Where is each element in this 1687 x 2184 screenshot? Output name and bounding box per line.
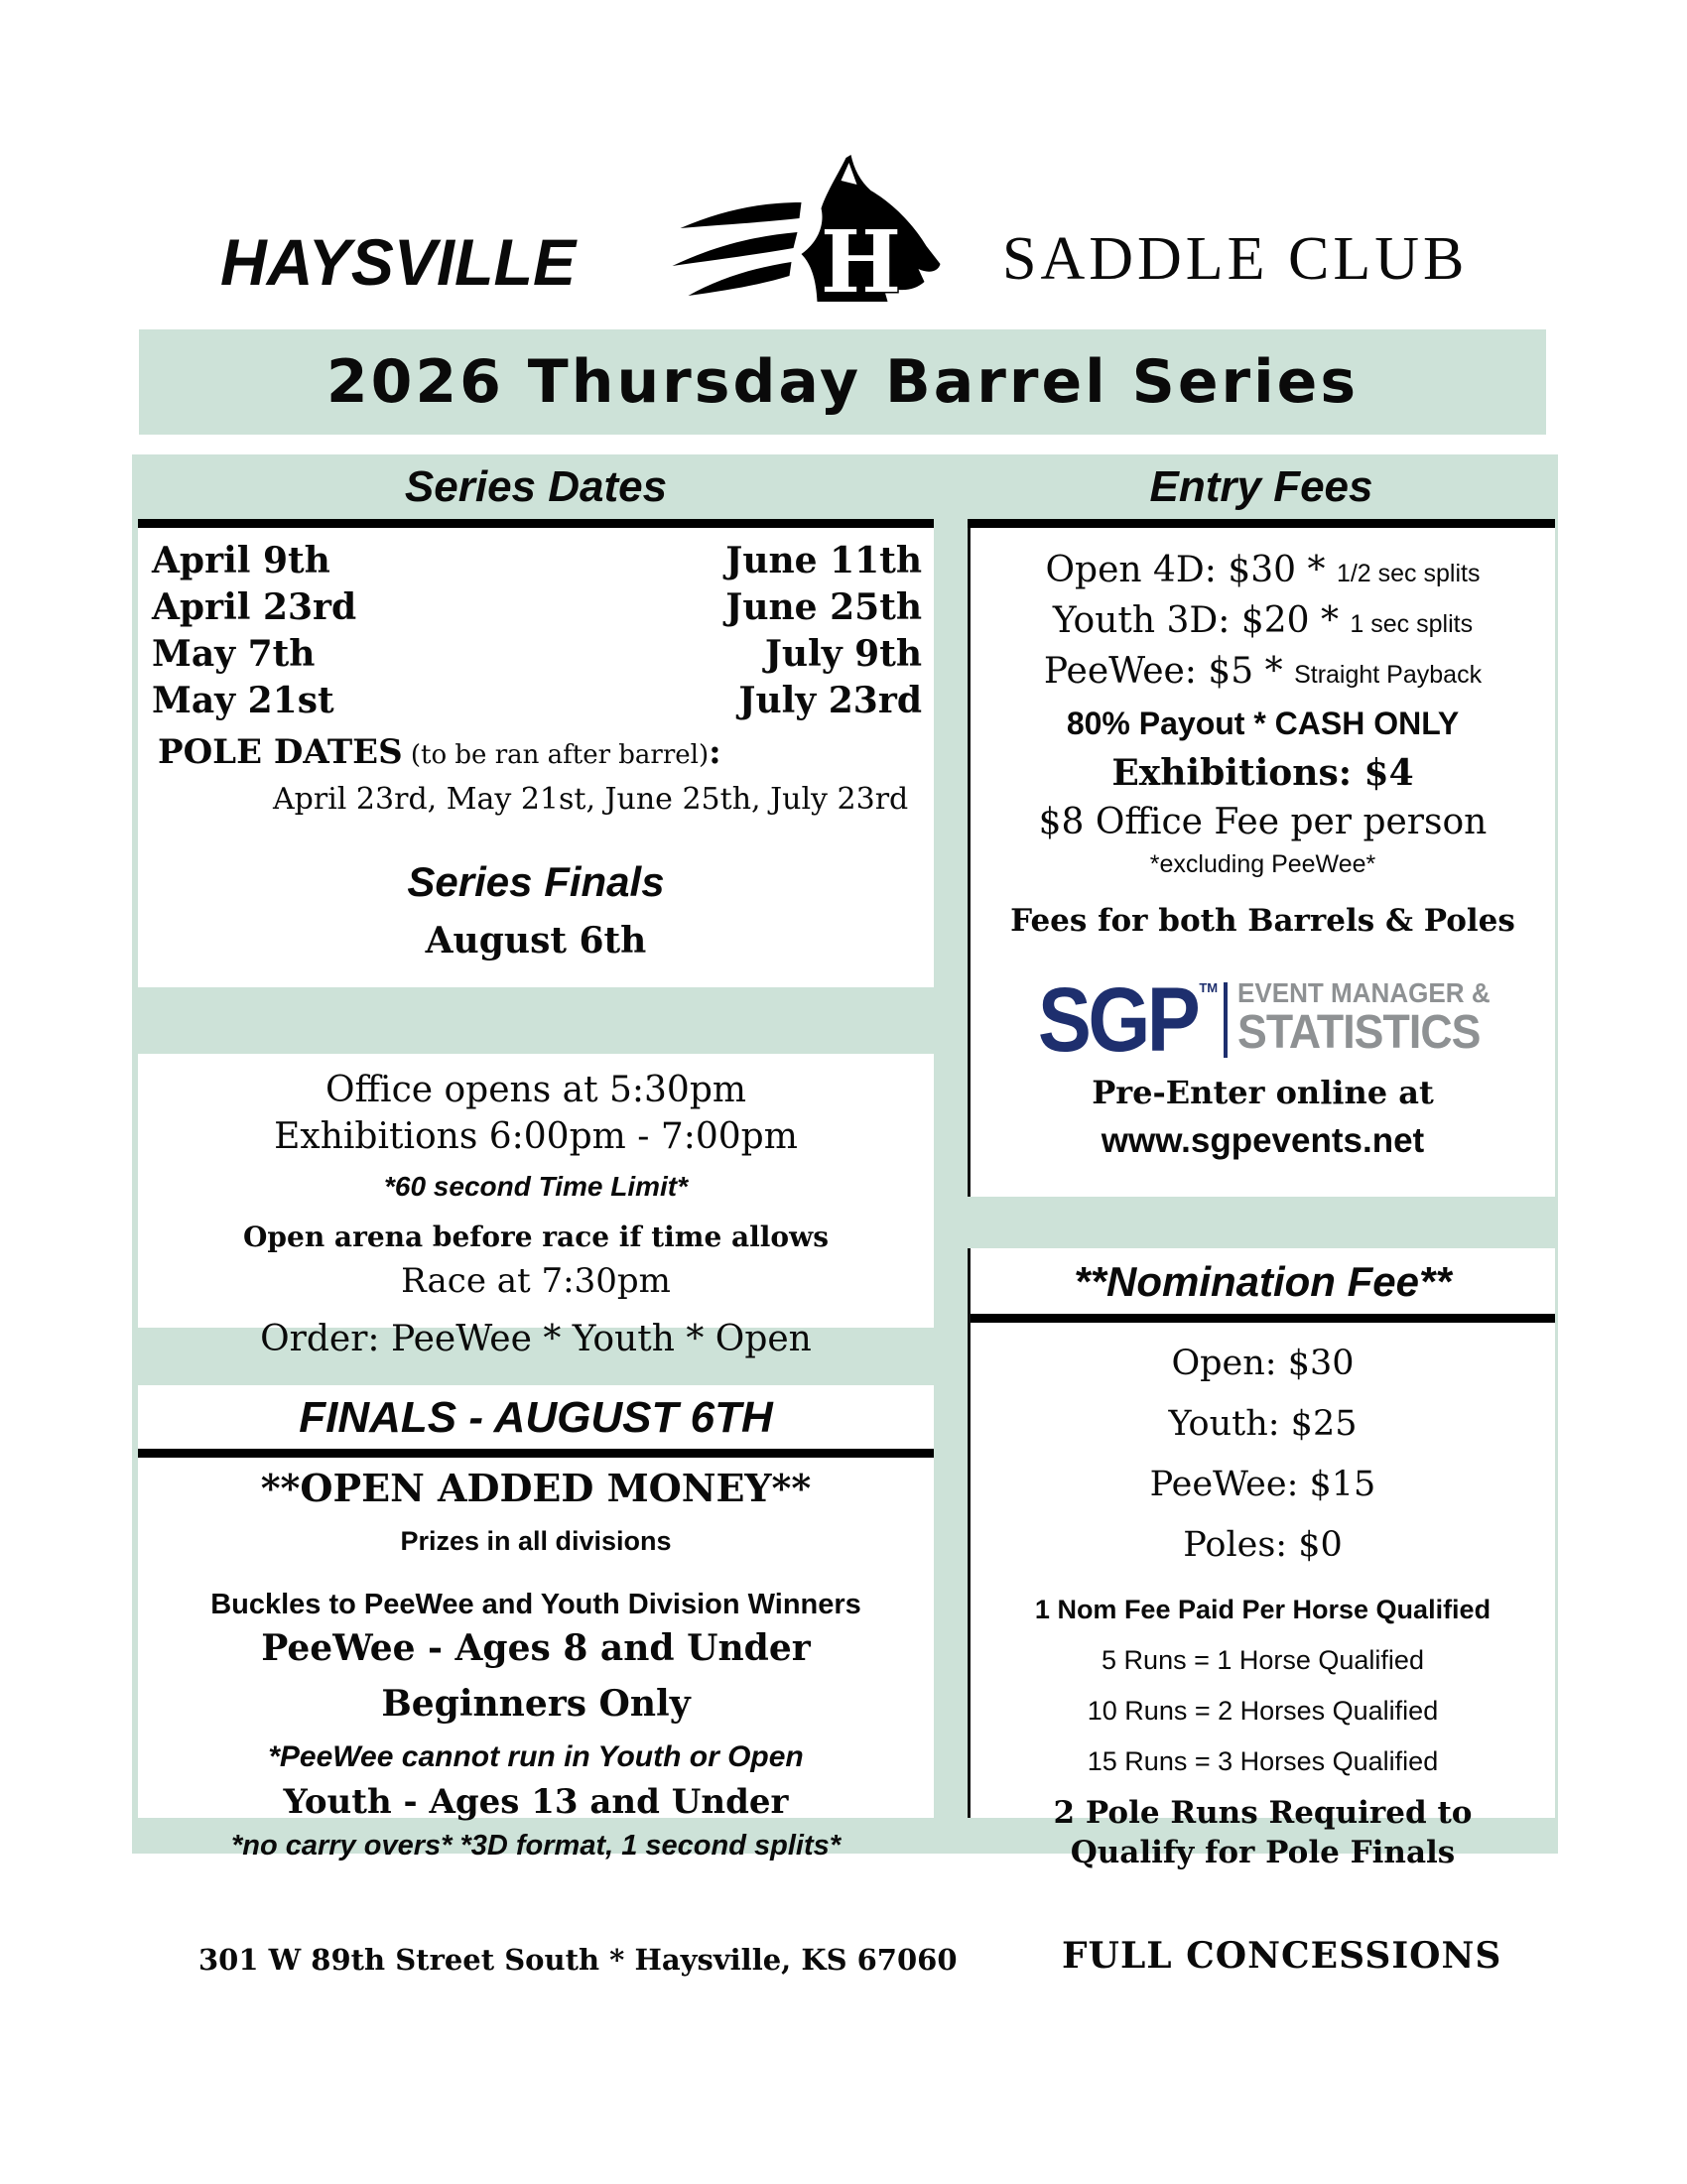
title-banner — [139, 329, 1546, 435]
venue-address: 301 W 89th Street South * Haysville, KS 67060 — [198, 1943, 958, 1977]
nomination-rule — [971, 1314, 1555, 1323]
runs-qualified-item: 10 Runs = 2 Horses Qualified — [1087, 1696, 1439, 1726]
series-dates-box — [138, 528, 934, 987]
finals-heading: FINALS - AUGUST 6TH — [299, 1393, 773, 1442]
runs-qualified-item: 5 Runs = 1 Horse Qualified — [1102, 1645, 1424, 1675]
pole-requirement-line1: 2 Pole Runs Required to — [1053, 1795, 1473, 1831]
sgp-tagline-line1: EVENT MANAGER & — [1237, 977, 1491, 1008]
sgp-trademark: TM — [1199, 980, 1219, 995]
peewee-ages-text: PeeWee - Ages 8 and Under — [261, 1627, 811, 1669]
pole-dates-note: (to be ran after barrel) — [402, 740, 710, 770]
peewee-restriction-note: *PeeWee cannot run in Youth or Open — [268, 1740, 804, 1773]
brand-header — [0, 149, 1687, 308]
date-item: May 21st — [152, 680, 334, 721]
content-area — [132, 454, 1558, 1870]
beginners-only-text: Beginners Only — [381, 1683, 691, 1725]
race-time-text: Race at 7:30pm — [401, 1261, 671, 1301]
sgp-tagline — [1237, 978, 1491, 1058]
date-item: July 23rd — [738, 680, 922, 721]
payout-text: 80% Payout * CASH ONLY — [1066, 706, 1460, 741]
open-arena-note: Open arena before race if time allows — [243, 1220, 829, 1253]
dates-grid — [138, 538, 934, 724]
fee-note: Straight Payback — [1294, 661, 1483, 689]
date-item: April 9th — [152, 540, 330, 581]
series-dates-heading: Series Dates — [404, 461, 668, 511]
series-dates-rule — [138, 519, 934, 528]
nomination-fee-item: Open: $30 — [1171, 1344, 1355, 1383]
fee-row — [971, 651, 1555, 692]
schedule-box — [138, 1054, 934, 1359]
mint-band — [968, 1197, 1555, 1248]
runs-qualified-item: 15 Runs = 3 Horses Qualified — [1087, 1746, 1439, 1776]
youth-ages-text: Youth - Ages 13 and Under — [283, 1782, 789, 1822]
finals-box — [138, 1385, 934, 1862]
fee-main: Youth 3D: $20 * — [1052, 600, 1351, 641]
fees-both-text: Fees for both Barrels & Poles — [1010, 903, 1515, 939]
pole-dates-line — [138, 732, 934, 772]
pole-dates-colon: : — [709, 732, 721, 772]
date-item: June 11th — [725, 540, 922, 581]
date-item: May 7th — [152, 633, 316, 675]
fee-row — [971, 600, 1555, 641]
fee-row — [971, 550, 1555, 590]
dates-column-left — [152, 538, 356, 724]
time-limit-note: *60 second Time Limit* — [383, 1171, 689, 1202]
date-item: July 9th — [764, 633, 922, 675]
finals-rule — [138, 1449, 934, 1458]
concessions-text: FULL CONCESSIONS — [1062, 1935, 1502, 1977]
brand-haysville: HAYSVILLE — [220, 225, 577, 299]
series-finals-heading: Series Finals — [407, 858, 665, 905]
sgp-website-link[interactable]: www.sgpevents.net — [1101, 1121, 1425, 1160]
office-opens-text: Office opens at 5:30pm — [324, 1070, 747, 1110]
fee-note: 1/2 sec splits — [1336, 560, 1481, 587]
nomination-heading: **Nomination Fee** — [1074, 1258, 1452, 1305]
exhibitions-fee-text: Exhibitions: $4 — [1111, 752, 1414, 794]
fee-main: Open 4D: $30 * — [1045, 550, 1337, 590]
nomination-fee-item: Poles: $0 — [1183, 1525, 1343, 1565]
left-column — [138, 454, 934, 1862]
nomination-rule-text: 1 Nom Fee Paid Per Horse Qualified — [1034, 1595, 1492, 1624]
run-order-text: Order: PeeWee * Youth * Open — [260, 1319, 812, 1359]
date-item: June 25th — [725, 586, 922, 628]
logo-h-letter: H — [820, 212, 902, 302]
entry-fees-rule — [968, 519, 1555, 528]
pre-enter-text: Pre-Enter online at — [1092, 1074, 1434, 1111]
prizes-text: Prizes in all divisions — [400, 1526, 672, 1556]
sgp-logo — [971, 969, 1555, 1071]
pole-dates-list: April 23rd, May 21st, June 25th, July 23rd — [273, 782, 909, 817]
fee-main: PeeWee: $5 * — [1043, 651, 1295, 692]
date-item: April 23rd — [152, 586, 357, 628]
fee-note: 1 sec splits — [1350, 610, 1474, 638]
series-finals-date: August 6th — [425, 920, 647, 962]
sgp-wordmark: SGP — [1037, 969, 1198, 1071]
entry-fees-heading: Entry Fees — [1149, 461, 1373, 511]
nomination-fee-item: PeeWee: $15 — [1149, 1465, 1376, 1504]
office-fee-note: *excluding PeeWee* — [1149, 850, 1376, 878]
brand-saddle-club: SADDLE CLUB — [1002, 225, 1469, 293]
page-title: 2026 Thursday Barrel Series — [325, 347, 1360, 417]
sgp-divider — [1224, 982, 1228, 1058]
right-column — [968, 454, 1555, 1870]
mint-band — [138, 987, 934, 1054]
nomination-fee-item: Youth: $25 — [1168, 1404, 1358, 1444]
sgp-tagline-line2: STATISTICS — [1237, 1006, 1481, 1059]
nomination-box — [968, 1248, 1555, 1870]
exhibitions-time-text: Exhibitions 6:00pm - 7:00pm — [274, 1116, 798, 1157]
buckles-text: Buckles to PeeWee and Youth Division Winners — [210, 1589, 861, 1620]
dates-column-right — [725, 538, 922, 724]
entry-fees-box — [968, 528, 1555, 1197]
pole-dates-label: POLE DATES — [158, 732, 403, 772]
carry-overs-note: *no carry overs* *3D format, 1 second splits* — [230, 1830, 842, 1862]
horse-head-icon — [650, 153, 982, 306]
office-fee-text: $8 Office Fee per person — [1038, 802, 1488, 842]
added-money-text: **OPEN ADDED MONEY** — [260, 1466, 812, 1510]
pole-requirement-line2: Qualify for Pole Finals — [1070, 1835, 1456, 1870]
